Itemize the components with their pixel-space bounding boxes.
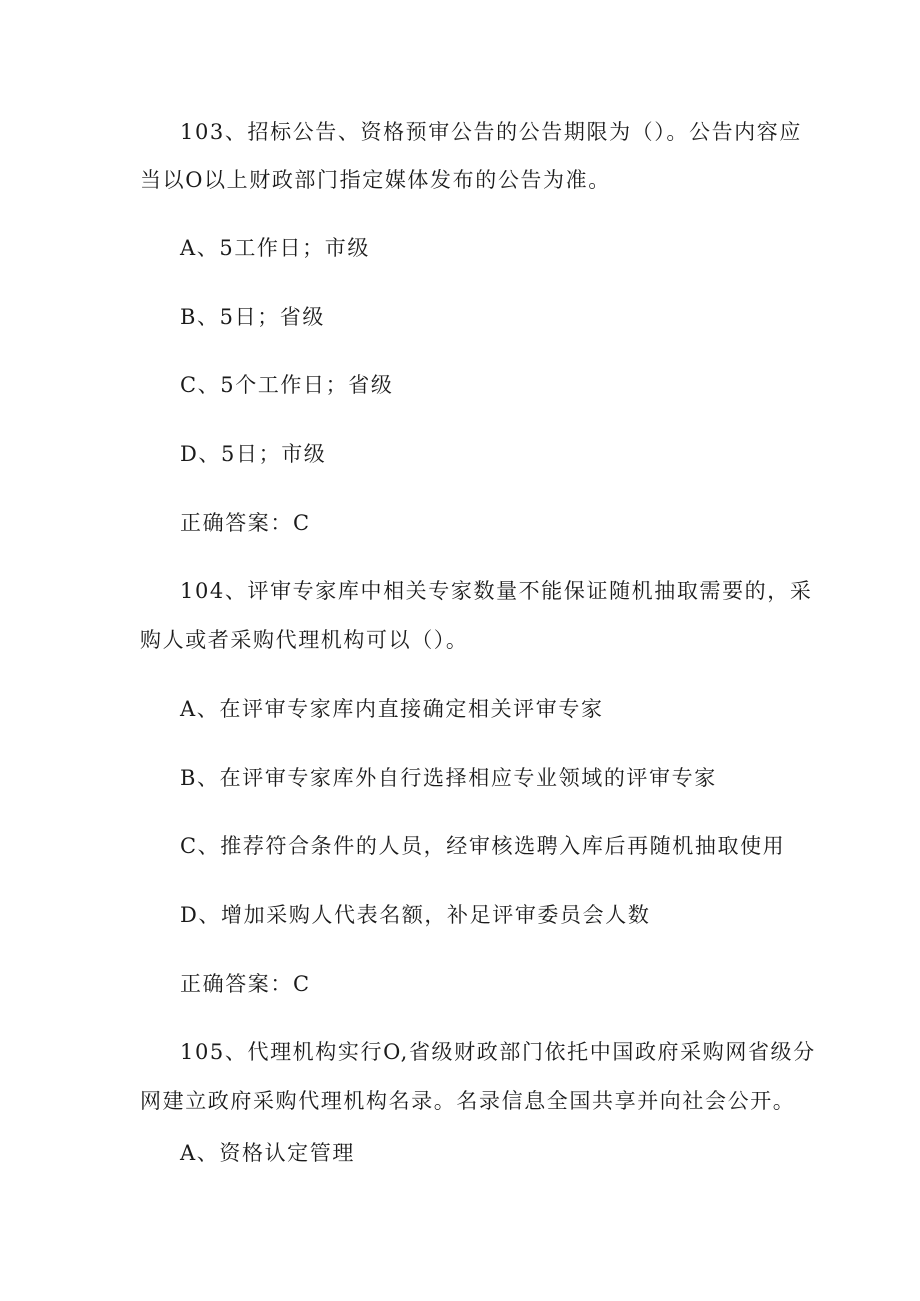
question-103-option-b: B、5日；省级 [180,305,325,329]
question-105-stem-line-1: 105、代理机构实行O,省级财政部门依托中国政府采购网省级分 [180,1040,816,1064]
question-105-option-a: A、资格认定管理 [180,1141,355,1165]
question-105-stem-line-2: 网建立政府采购代理机构名录。名录信息全国共享并向社会公开。 [140,1089,796,1113]
question-103-option-a: A、5工作日；市级 [180,236,370,260]
question-104-stem-line-2: 购人或者采购代理机构可以（）。 [140,628,469,652]
question-104-option-c: C、推荐符合条件的人员，经审核选聘入库后再随机抽取使用 [180,834,786,858]
question-103-option-c: C、5个工作日；省级 [180,373,394,397]
question-103-stem-line-1: 103、招标公告、资格预审公告的公告期限为（）。公告内容应 [180,120,802,144]
question-104-stem-line-1: 104、评审专家库中相关专家数量不能保证随机抽取需要的，采 [180,579,813,603]
question-104-answer: 正确答案：C [180,972,311,996]
question-104-option-b: B、在评审专家库外自行选择相应专业领域的评审专家 [180,766,717,790]
question-103-option-d: D、5日；市级 [180,442,327,466]
question-104-option-a: A、在评审专家库内直接确定相关评审专家 [180,697,604,721]
question-103-answer: 正确答案：C [180,511,311,535]
question-104-option-d: D、增加采购人代表名额，补足评审委员会人数 [180,903,651,927]
question-103-stem-line-2: 当以O以上财政部门指定媒体发布的公告为准。 [140,168,611,192]
